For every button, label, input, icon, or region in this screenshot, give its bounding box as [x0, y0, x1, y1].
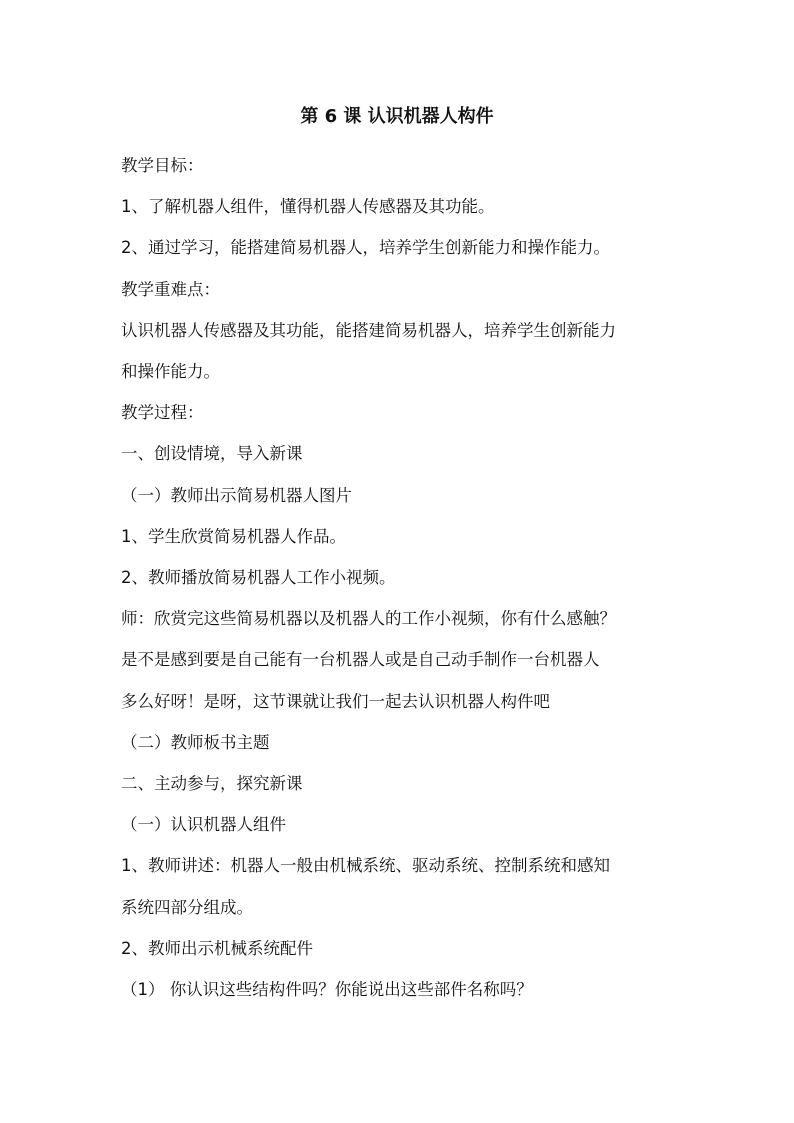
process-substep-2: （二）教师板书主题: [121, 732, 270, 752]
document-body: [121, 145, 681, 1010]
process-item-1: 1、学生欣赏简易机器人作品。: [121, 526, 346, 546]
teacher-speech-line-2: 是不是感到要是自己能有一台机器人或是自己动手制作一台机器人: [121, 650, 600, 670]
question-item-1: （1） 你认识这些结构件吗？你能说出这些部件名称吗？: [121, 980, 533, 1000]
process-substep-1: （一）教师出示简易机器人图片: [121, 485, 352, 505]
lesson-title: 第 6 课 认识机器人构件: [300, 106, 494, 127]
section-heading-process: 教学过程：: [121, 403, 204, 423]
key-points-line-1: 认识机器人传感器及其功能，能搭建简易机器人，培养学生创新能力: [121, 320, 616, 340]
process-step-1-heading: 一、创设情境，导入新课: [121, 444, 303, 464]
teacher-explain-line-1: 1、教师讲述：机器人一般由机械系统、驱动系统、控制系统和感知: [121, 856, 610, 876]
teacher-explain-line-2: 系统四部分组成。: [121, 897, 253, 917]
teacher-speech-line-1: 师：欣赏完这些简易机器以及机器人的工作小视频，你有什么感触？: [121, 609, 616, 629]
teacher-speech-line-3: 多么好呀！是呀，这节课就让我们一起去认识机器人构件吧: [121, 691, 550, 711]
objective-item-2: 2、通过学习，能搭建简易机器人，培养学生创新能力和操作能力。: [121, 238, 610, 258]
section-heading-objectives: 教学目标：: [121, 156, 204, 175]
process-step-2-heading: 二、主动参与，探究新课: [121, 774, 303, 794]
process-item-2: 2、教师播放简易机器人工作小视频。: [121, 568, 396, 588]
key-points-line-2: 和操作能力。: [121, 362, 220, 382]
process-substep-3: （一）认识机器人组件: [121, 815, 286, 835]
section-heading-key-points: 教学重难点：: [121, 279, 220, 299]
process-item-3: 2、教师出示机械系统配件: [121, 938, 313, 958]
objective-item-1: 1、了解机器人组件，懂得机器人传感器及其功能。: [121, 197, 495, 217]
